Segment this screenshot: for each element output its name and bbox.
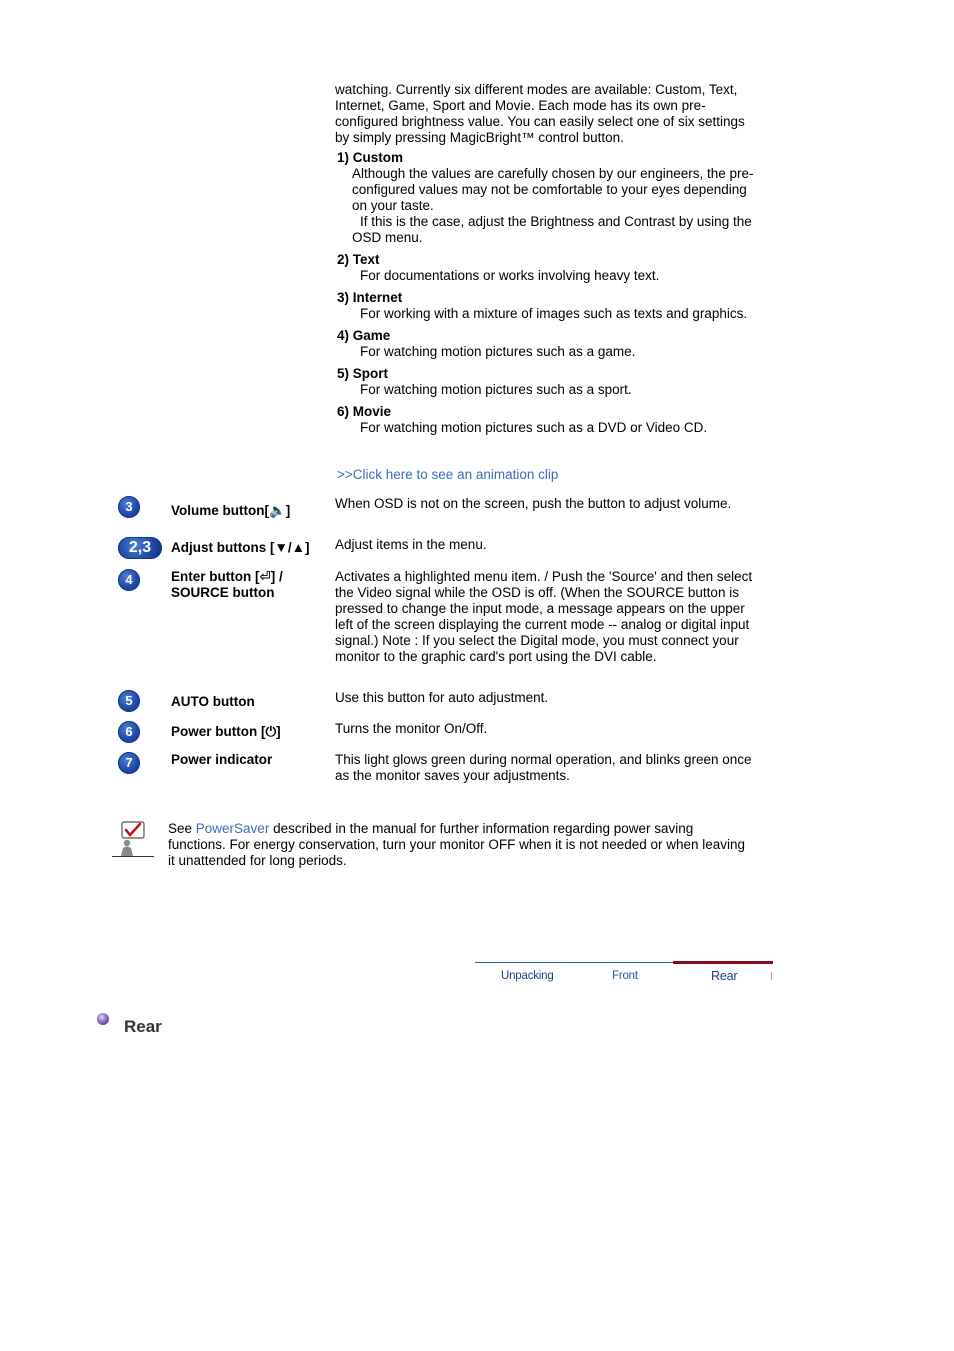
auto-button-label: AUTO button xyxy=(171,694,255,709)
mode-title-game: 4) Game xyxy=(337,328,391,343)
enter-source-label xyxy=(171,569,283,601)
tabs-divider-left xyxy=(475,962,673,963)
power-button-desc: Turns the monitor On/Off. xyxy=(335,721,488,736)
button-row-adjust xyxy=(118,537,758,561)
mode-desc-internet: For working with a mixture of images such as texts and graphics. xyxy=(360,306,748,321)
tab-front[interactable]: Front xyxy=(612,970,638,982)
adjust-buttons-label: Adjust buttons [▼/▲] xyxy=(171,540,310,555)
tab-rear[interactable]: Rear xyxy=(711,969,738,983)
power-indicator-label: Power indicator xyxy=(171,752,273,767)
button-row-volume xyxy=(118,496,758,526)
mode-desc-custom xyxy=(337,166,757,246)
section-bullet-icon xyxy=(97,1013,109,1025)
mode-desc-custom-line1: Although the values are carefully chosen by our engineers, the pre-configured values may not be comfortable to your eyes depending on your taste. xyxy=(352,166,754,213)
animation-clip-link[interactable]: >>Click here to see an animation clip xyxy=(337,467,559,482)
enter-source-label-line1: Enter button [⏎] / xyxy=(171,569,283,584)
tabs-active-indicator xyxy=(673,961,773,964)
badge-4-icon: 4 xyxy=(118,569,140,591)
mode-title-sport: 5) Sport xyxy=(337,366,389,381)
volume-button-label: Volume button[🔈] xyxy=(171,503,291,518)
note-suffix: described in the manual for further information regarding power saving functions. For energy conservation, turn your monitor OFF when it is not needed or when leaving it unattended for long periods. xyxy=(168,821,746,868)
volume-button-desc: When OSD is not on the screen, push the button to adjust volume. xyxy=(335,496,732,511)
mode-desc-sport: For watching motion pictures such as a sport. xyxy=(360,382,632,397)
mode-title-text: 2) Text xyxy=(337,252,380,267)
note-prefix: See xyxy=(168,821,196,836)
button-row-enter-source xyxy=(118,569,758,681)
badge-3-icon: 3 xyxy=(118,496,140,518)
power-button-label: Power button [⏻] xyxy=(171,724,281,739)
mode-title-internet: 3) Internet xyxy=(337,290,403,305)
button-row-power xyxy=(118,721,758,745)
tabs-end-separator xyxy=(771,972,772,980)
mode-desc-game: For watching motion pictures such as a game. xyxy=(360,344,636,359)
tab-unpacking[interactable]: Unpacking xyxy=(501,970,554,982)
powersaver-note xyxy=(168,821,748,869)
powersaver-link[interactable]: PowerSaver xyxy=(195,821,270,836)
section-tabs xyxy=(475,962,773,990)
mode-title-movie: 6) Movie xyxy=(337,404,392,419)
auto-button-desc: Use this button for auto adjustment. xyxy=(335,690,549,705)
button-row-power-indicator xyxy=(118,752,758,786)
enter-source-label-line2: SOURCE button xyxy=(171,585,275,600)
enter-source-desc: Activates a highlighted menu item. / Push the 'Source' and then select the Video signal while the OSD is off. (When the SOURCE button is pressed to change the input mode, a message appears on the upper left of the screen displaying the current mode -- analog or digital input signal.) Note : If you select the Digital mode, you must connect your monitor to the graphic card's port using the DVI cable. xyxy=(335,569,753,664)
badge-5-icon: 5 xyxy=(118,690,140,712)
note-checkmark-icon xyxy=(112,820,156,858)
badge-7-icon: 7 xyxy=(118,752,140,774)
mode-title-custom: 1) Custom xyxy=(337,150,404,165)
button-row-auto xyxy=(118,690,758,714)
badge-6-icon: 6 xyxy=(118,721,140,743)
magicbright-modes-list xyxy=(337,150,757,436)
intro-paragraph: watching. Currently six different modes are available: Custom, Text, Internet, Game, Sport and Movie. Each mode has its own pre-configured brightness value. You can easily select one of six settings by simply pressing MagicBright™ control button. xyxy=(335,82,745,145)
section-heading-rear: Rear xyxy=(124,1017,162,1036)
mode-desc-text: For documentations or works involving heavy text. xyxy=(360,268,660,283)
badge-2-3-icon: 2,3 xyxy=(118,537,162,559)
mode-desc-custom-line2: If this is the case, adjust the Brightness and Contrast by using the OSD menu. xyxy=(352,214,752,245)
power-indicator-desc: This light glows green during normal operation, and blinks green once as the monitor saves your adjustments. xyxy=(335,752,752,783)
mode-desc-movie: For watching motion pictures such as a DVD or Video CD. xyxy=(360,420,708,435)
adjust-buttons-desc: Adjust items in the menu. xyxy=(335,537,487,552)
